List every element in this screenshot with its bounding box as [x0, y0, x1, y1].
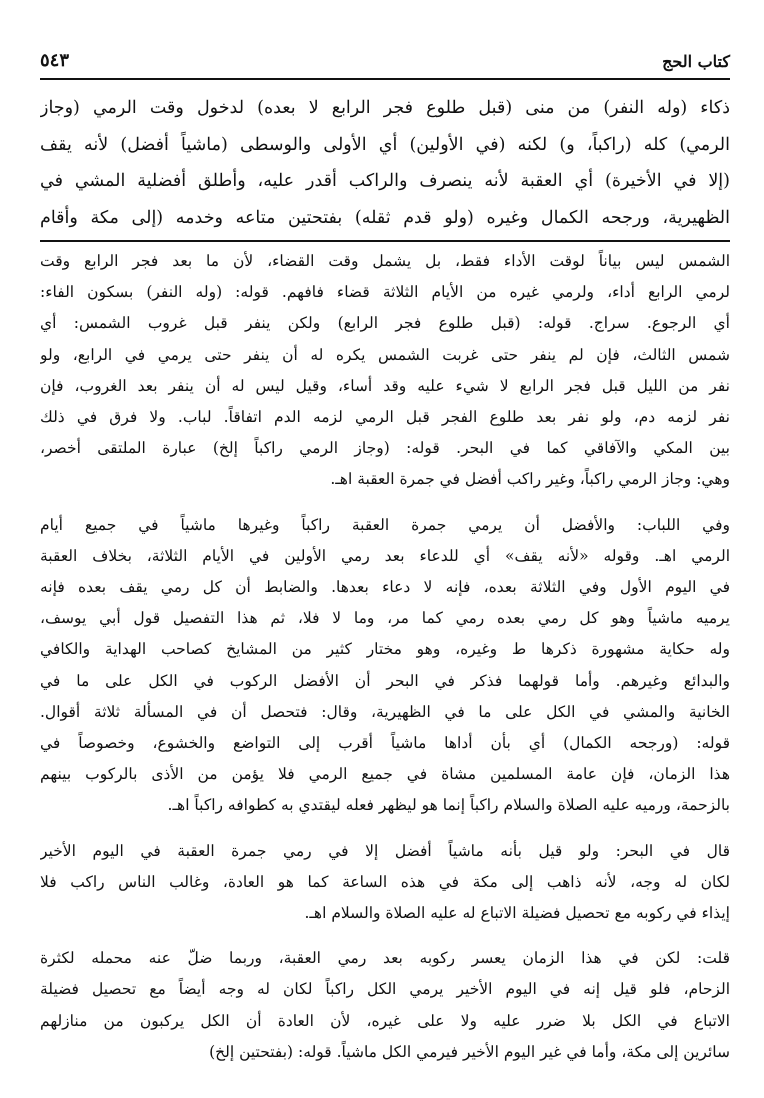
commentary-line: وهي: وجاز الرمي راكباً، وغير راكب أفضل في جمرة العقبة اهـ. [330, 470, 730, 489]
commentary [40, 246, 730, 1068]
commentary-line: والبدائع وغيرهم. وأما قولهما فذكر في البحر أن الأفضل الركوب في الكل على ما في [40, 671, 730, 690]
commentary-line: نفر من الليل قبل فجر الرابع لا شيء عليه وقد أساء، وقيل ليس له أن ينفر بعد الغروب، فإن [40, 376, 730, 395]
main-text-line: (إلا في الأخيرة) أي العقبة لأنه ينصرف والراكب أقدر عليه، وأطلق أفضلية المشي في [40, 171, 730, 191]
main-text-line: الظهيرية، ورجحه الكمال وغيره (ولو قدم ثقله) بفتحتين متاعه وخدمه (إلى مكة وأقام [40, 207, 730, 228]
commentary-line: الاتباع في الكل بلا ضرر عليه ولا على غيره، لأن العادة أن الكل يركبون من منازلهم [40, 1011, 730, 1030]
commentary-line: الخانية والمشي في الكل على ما في الظهيرية، وقال: فتحصل أن في المسألة ثلاثة أقوال. [40, 702, 730, 721]
commentary-line: لرمي الرابع أداء، ولرمي غيره من الأيام الثلاثة قضاء فافهم. قوله: (وله النفر) بسكون الفاء: [40, 283, 730, 302]
page-number: ٥٤٣ [40, 50, 70, 71]
commentary-line: قال في البحر: ولو قيل بأنه ماشياً أفضل إلا في رمي جمرة العقبة في اليوم الأخير [40, 841, 730, 860]
commentary-line: وله حكاية مشهورة ذكرها ط وغيره، وهو مختار كثير من المشايخ كصاحب الهداية والكافي [40, 640, 730, 659]
main-text-line: الرمي) كله (راكباً، و) لكنه (في الأولين) أي الأولى والوسطى (ماشياً أفضل) لأنه يقف [40, 134, 730, 155]
commentary-line: الرمي اهـ. وقوله «لأنه يقف» أي للدعاء بعد رمي الأولين في الأيام الثلاثة، بخلاف العقبة [40, 546, 730, 565]
page-header [40, 44, 730, 78]
commentary-line: نفر لزمه دم، ولو نفر بعد طلوع الفجر قبل الرمي لزمه الدم اتفاقاً. لباب. ولا فرق في ذلك [40, 408, 730, 427]
commentary-paragraph [40, 510, 730, 822]
commentary-line: هذا الزمان، فإن عامة المسلمين مشاة في جميع الرمي فلا يؤمن من الأذى بالركوب بينهم [40, 765, 730, 784]
commentary-paragraph [40, 943, 730, 1068]
commentary-line: وفي اللباب: والأفضل أن يرمي جمرة العقبة راكباً وغيرها ماشياً في جميع أيام [40, 515, 730, 534]
commentary-line: سائرين إلى مكة، وأما في غير اليوم الأخير فيرمي الكل ماشياً. قوله: (بفتحتين إلخ) [209, 1042, 730, 1061]
commentary-line: بالزحمة، ورميه عليه الصلاة والسلام راكباً إنما هو ليظهر فعله ليقتدي به كطوافه راكباً اهـ. [167, 796, 730, 815]
commentary-line: إيذاء في ركوبه مع تحصيل فضيلة الاتباع له عليه الصلاة والسلام اهـ. [304, 904, 730, 923]
main-text-line: ذكاء (وله النفر) من منى (قبل طلوع فجر الرابع لا بعده) لدخول وقت الرمي (وجاز [40, 98, 730, 118]
commentary-line: في اليوم الأول وفي الثلاثة بعده، فإنه لا دعاء بعدها. والضابط أن كل رمي يقف بعده فإنه [40, 578, 730, 597]
commentary-line: قوله: (ورجحه الكمال) أي بأن أداها ماشياً أقرب إلى التواضع والخشوع، وخصوصاً في [40, 734, 730, 753]
commentary-paragraph [40, 836, 730, 930]
commentary-line: يرميه ماشياً وهو كل رمي بعده رمي كما مر، وما لا فلا، ثم هذا التفصيل قول أبي يوسف، [40, 609, 730, 628]
commentary-line: الزحام، فلو قيل إنه في اليوم الأخير يرمي الكل راكباً لكان له وجه أيضاً مع تحصيل فضيلة [40, 980, 730, 999]
commentary-line: أي الرجوع. سراج. قوله: (قبل طلوع فجر الرابع) ولكن ينفر قبل غروب الشمس: أي [40, 314, 730, 333]
commentary-divider [40, 240, 730, 242]
book-page [40, 44, 730, 1082]
commentary-line: قلت: لكن في هذا الزمان يعسر ركوبه بعد رمي العقبة، وربما ضلّ عنه محمله لكثرة [40, 949, 730, 968]
header-divider [40, 78, 730, 80]
main-text [40, 90, 730, 236]
chapter-title: كتاب الحج [662, 52, 730, 71]
commentary-line: شمس الثالث، فإن لم ينفر حتى غربت الشمس يكره له أن ينفر حتى يرمي في الرابع، ولو [40, 345, 730, 364]
commentary-line: بين المكي والآفاقي كما في البحر. قوله: (وجاز الرمي راكباً إلخ) عبارة الملتقى أخصر، [40, 439, 730, 458]
commentary-line: لكان له وجه، لأنه ذاهب إلى مكة في هذه الساعة كما هو العادة، وغالب الناس راكب فلا [40, 872, 730, 891]
commentary-paragraph [40, 246, 730, 496]
commentary-line: الشمس ليس بياناً لوقت الأداء فقط، بل يشمل وقت القضاء، لأن ما بعد فجر الرابع وقت [40, 252, 730, 270]
